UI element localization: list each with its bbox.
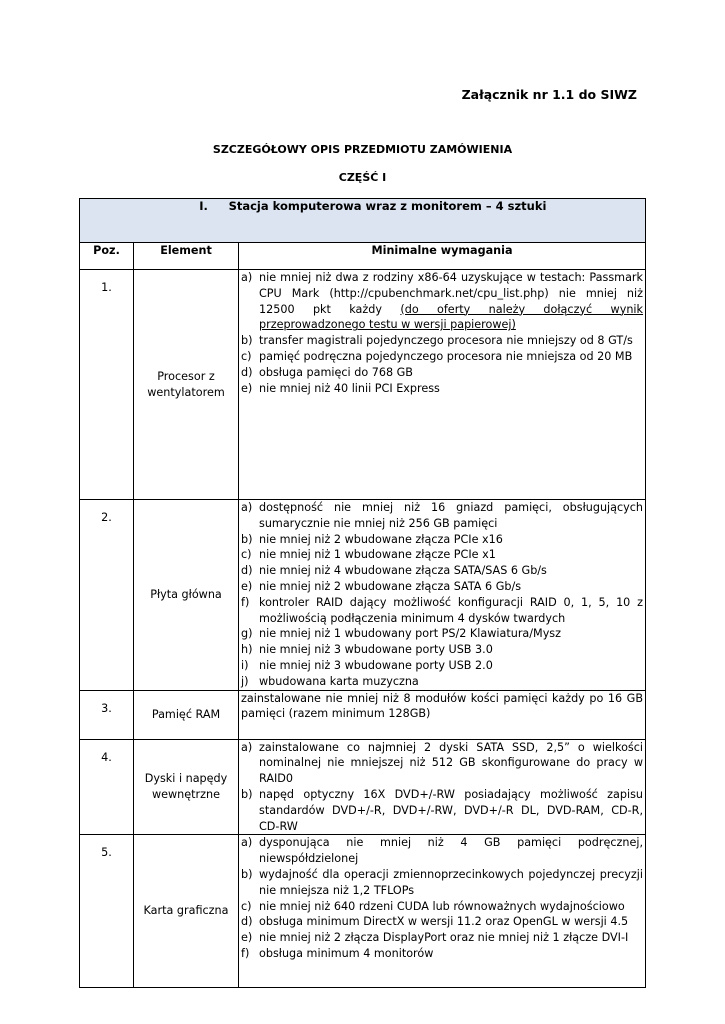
row-position: 5.	[80, 835, 134, 988]
row-requirements: zainstalowane nie mniej niż 8 modułów kości pamięci każdy po 16 GB pamięci (razem minimum 128GB)	[239, 690, 646, 739]
item-label: a)	[241, 271, 253, 284]
row-element: Karta graficzna	[134, 835, 239, 988]
requirement-item	[241, 547, 643, 563]
requirement-item	[241, 579, 643, 595]
requirement-item	[241, 740, 643, 787]
requirement-item	[241, 674, 643, 690]
item-text: obsługa minimum 4 monitorów	[259, 946, 434, 960]
table-row	[80, 739, 646, 835]
item-label: e)	[241, 579, 253, 593]
item-note: (do oferty należy dołączyć wynik przeprowadzonego testu w wersji papierowej)	[259, 302, 644, 332]
requirement-item	[241, 595, 643, 627]
item-text: kontroler RAID dający możliwość konfiguracji RAID 0, 1, 5, 10 z możliwością podłączenia minimum 4 dysków twardych	[259, 595, 644, 625]
item-text: wbudowana karta muzyczna	[259, 674, 419, 688]
row-element: Pamięć RAM	[134, 690, 239, 739]
item-text: nie mniej niż 3 wbudowane porty USB 3.0	[259, 643, 493, 657]
column-header-row	[80, 243, 646, 270]
item-text: zainstalowane co najmniej 2 dyski SATA SSD, 2,5” o wielkości nominalnej nie mniejszej niż 512 GB skonfigurowane do pracy w RAID0	[259, 740, 644, 786]
item-label: d)	[241, 915, 253, 929]
requirement-item	[241, 626, 643, 642]
row-position: 4.	[80, 739, 134, 835]
requirement-item	[241, 500, 643, 532]
document-title: SZCZEGÓŁOWY OPIS PRZEDMIOTU ZAMÓWIENIA	[212, 143, 513, 156]
row-requirements	[239, 739, 646, 835]
item-label: f)	[241, 946, 250, 960]
item-label: c)	[241, 548, 252, 562]
item-label: c)	[241, 349, 252, 363]
part-label: CZĘŚĆ I	[338, 171, 387, 184]
item-label: d)	[241, 365, 253, 379]
item-text: nie mniej niż 40 linii PCI Express	[259, 381, 440, 395]
section-header	[80, 199, 646, 243]
table-row	[80, 690, 646, 739]
item-text: obsługa minimum DirectX w wersji 11.2 oraz OpenGL w wersji 4.5	[259, 915, 629, 929]
item-label: e)	[241, 381, 253, 395]
item-label: a)	[241, 740, 253, 754]
item-label: e)	[241, 931, 253, 945]
requirement-item	[241, 899, 643, 915]
item-text: obsługa pamięci do 768 GB	[259, 365, 413, 379]
item-label: c)	[241, 899, 252, 913]
requirement-item	[241, 270, 643, 333]
row-element: Procesor z wentylatorem	[134, 270, 239, 500]
row-position: 1.	[80, 270, 134, 500]
item-text: dysponująca nie mniej niż 4 GB pamięci podręcznej, niewspółdzielonej	[259, 836, 644, 866]
item-label: b)	[241, 867, 253, 881]
item-label: a)	[241, 501, 253, 514]
requirement-item	[241, 835, 643, 867]
header-element: Element	[134, 243, 239, 270]
row-requirements	[239, 835, 646, 988]
item-text: nie mniej niż 2 wbudowane złącza PCIe x16	[259, 532, 503, 546]
requirement-item	[241, 532, 643, 548]
header-requirements: Minimalne wymagania	[239, 243, 646, 270]
item-text: nie mniej niż 4 wbudowane złącza SATA/SAS 6 Gb/s	[259, 564, 547, 578]
table-row	[80, 500, 646, 691]
row-requirements	[239, 270, 646, 500]
requirement-item	[241, 787, 643, 834]
requirement-item	[241, 946, 643, 962]
section-header-row	[80, 199, 646, 243]
table-row	[80, 835, 646, 988]
item-label: a)	[241, 836, 253, 850]
item-label: j)	[241, 674, 249, 688]
item-label: b)	[241, 334, 253, 348]
requirement-item	[241, 642, 643, 658]
item-text: napęd optyczny 16X DVD+/-RW posiadający możliwość zapisu standardów DVD+/-R, DVD+/-RW, DVD+/-R DL, DVD-RAM, CD-R, CD-RW	[259, 787, 644, 833]
row-position: 2.	[80, 500, 134, 691]
item-text: nie mniej niż 640 rdzeni CUDA lub równoważnych wydajnościowo	[259, 899, 625, 913]
header-poz: Poz.	[80, 243, 134, 270]
requirement-item	[241, 930, 643, 946]
section-title: Stacja komputerowa wraz z monitorem – 4 sztuki	[228, 199, 547, 213]
item-text: nie mniej niż 1 wbudowane złącze PCIe x1	[259, 548, 496, 562]
section-number: I.	[199, 199, 208, 213]
item-text: wydajność dla operacji zmiennoprzecinkowych pojedynczej precyzji nie mniejsza niż 1,2 TFLOPs	[259, 867, 644, 897]
item-label: f)	[241, 595, 250, 609]
item-text: nie mniej niż 2 wbudowane złącza SATA 6 Gb/s	[259, 579, 522, 593]
item-text: nie mniej niż dwa z rodziny x86-64 uzyskujące w testach: Passmark CPU Mark (http://cpubenchmark.net/cpu_list.php) nie mniej niż 12500 pkt każdy	[259, 271, 644, 316]
item-text: nie mniej niż 2 złącza DisplayPort oraz nie mniej niż 1 złącze DVI-I	[259, 931, 629, 945]
requirement-item	[241, 914, 643, 930]
item-text: dostępność nie mniej niż 16 gniazd pamięci, obsługujących sumarycznie nie mniej niż 256 GB pamięci	[259, 501, 644, 530]
requirement-item	[241, 563, 643, 579]
item-text: nie mniej niż 3 wbudowane porty USB 2.0	[259, 658, 493, 672]
row-element: Płyta główna	[134, 500, 239, 691]
item-label: d)	[241, 564, 253, 578]
item-label: h)	[241, 643, 253, 657]
requirement-item	[241, 349, 643, 365]
row-element: Dyski i napędy wewnętrzne	[134, 739, 239, 835]
item-text: pamięć podręczna pojedynczego procesora nie mniejsza od 20 MB	[259, 349, 633, 363]
requirement-item	[241, 365, 643, 381]
requirement-item	[241, 867, 643, 899]
row-requirements	[239, 500, 646, 691]
item-label: g)	[241, 627, 253, 641]
requirement-item	[241, 333, 643, 349]
item-label: b)	[241, 787, 253, 801]
requirements-table	[79, 198, 646, 988]
item-label: b)	[241, 532, 253, 546]
item-text: transfer magistrali pojedynczego procesora nie mniejszy od 8 GT/s	[259, 334, 633, 348]
item-label: i)	[241, 658, 249, 672]
attachment-label: Załącznik nr 1.1 do SIWZ	[461, 87, 637, 102]
row-position: 3.	[80, 690, 134, 739]
item-text: nie mniej niż 1 wbudowany port PS/2 Klawiatura/Mysz	[259, 627, 562, 641]
requirement-item	[241, 381, 643, 397]
table-row	[80, 270, 646, 500]
requirement-item	[241, 658, 643, 674]
